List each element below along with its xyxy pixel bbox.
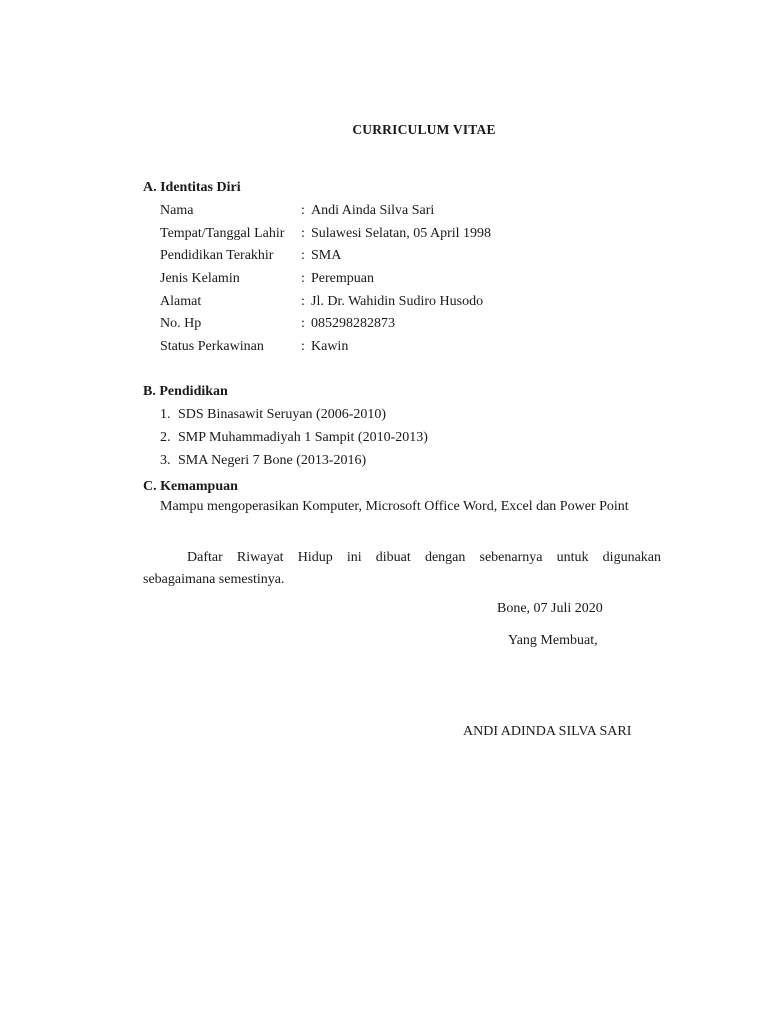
closing-statement-line: Daftar Riwayat Hidup ini dibuat dengan sebenarnya untuk digunakan: [187, 550, 661, 565]
place-date: Bone, 07 Juli 2020: [497, 601, 603, 616]
document-title: CURRICULUM VITAE: [352, 122, 496, 137]
identity-colon: :: [301, 316, 305, 331]
education-item-number: 3.: [160, 453, 171, 468]
identity-label: Nama: [160, 203, 194, 218]
identity-value: Andi Ainda Silva Sari: [311, 203, 435, 218]
education-item: [160, 407, 386, 423]
section-heading-pendidikan: B. Pendidikan: [143, 384, 228, 399]
identity-label: Alamat: [160, 294, 202, 309]
education-item-text: SMP Muhammadiyah 1 Sampit (2010-2013): [178, 430, 428, 445]
education-item-text: SMA Negeri 7 Bone (2013-2016): [178, 453, 367, 468]
identity-label: Jenis Kelamin: [160, 271, 240, 286]
education-item-number: 1.: [160, 407, 171, 422]
identity-colon: :: [301, 271, 305, 286]
signature-maker-label: Yang Membuat,: [508, 633, 598, 648]
identity-value: Sulawesi Selatan, 05 April 1998: [311, 226, 492, 241]
identity-row-jenis-kelamin: [160, 271, 680, 291]
education-item-number: 2.: [160, 430, 171, 445]
identity-row-alamat: [160, 294, 680, 314]
identity-colon: :: [301, 226, 305, 241]
skills-paragraph: Mampu mengoperasikan Komputer, Microsoft Office Word, Excel dan Power Point: [160, 499, 629, 514]
education-item: [160, 453, 366, 469]
section-heading-identitas: A. Identitas Diri: [143, 180, 241, 195]
closing-statement-line: sebagaimana semestinya.: [143, 572, 285, 587]
identity-value: SMA: [311, 248, 342, 263]
education-item: [160, 430, 428, 446]
identity-colon: :: [301, 339, 305, 354]
section-heading-kemampuan: C. Kemampuan: [143, 479, 238, 494]
signatory-name: ANDI ADINDA SILVA SARI: [463, 724, 632, 739]
identity-value: 085298282873: [311, 316, 395, 331]
identity-colon: :: [301, 203, 305, 218]
identity-row-pendidikan-terakhir: [160, 248, 680, 268]
closing-statement: [143, 547, 661, 591]
identity-row-nama: [160, 203, 680, 223]
education-item-text: SDS Binasawit Seruyan (2006-2010): [178, 407, 387, 422]
identity-row-no-hp: [160, 316, 680, 336]
identity-label: Tempat/Tanggal Lahir: [160, 226, 285, 241]
identity-label: Status Perkawinan: [160, 339, 264, 354]
identity-value: Perempuan: [311, 271, 374, 286]
identity-value: Jl. Dr. Wahidin Sudiro Husodo: [311, 294, 484, 309]
identity-value: Kawin: [311, 339, 349, 354]
identity-label: No. Hp: [160, 316, 202, 331]
identity-colon: :: [301, 248, 305, 263]
identity-label: Pendidikan Terakhir: [160, 248, 274, 263]
identity-row-status-perkawinan: [160, 339, 680, 359]
identity-row-tempat-tanggal-lahir: [160, 226, 680, 246]
identity-colon: :: [301, 294, 305, 309]
